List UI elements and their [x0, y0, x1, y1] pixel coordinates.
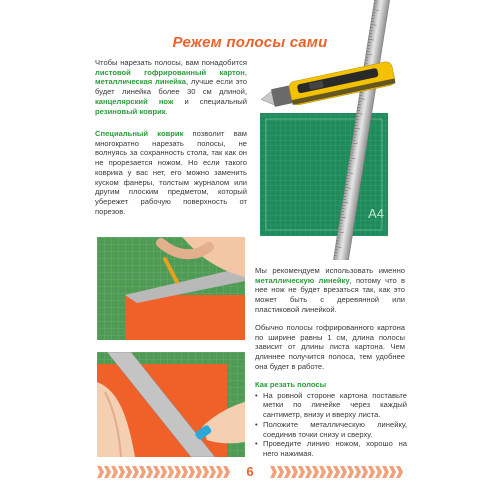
howto-step: • На ровной стороне картона поставьте метки по линейке через каждый сантиметр, внизу и вверху листа. — [255, 391, 407, 420]
material-ruler: металлическая линейка — [95, 77, 186, 87]
howto-steps — [255, 391, 407, 459]
intro-text-1: Чтобы нарезать полосы, вам понадобится — [95, 58, 247, 67]
strip-width-paragraph — [255, 323, 405, 372]
material-cardboard: листовой гофрированный картон — [95, 67, 245, 77]
intro-paragraph — [95, 58, 247, 116]
mat-paragraph — [95, 129, 247, 216]
intro-text-4: и специальный — [173, 96, 247, 106]
ruler-paragraph — [255, 266, 405, 315]
utility-knife — [259, 61, 396, 113]
mat-highlight: Специальный коврик — [95, 129, 184, 138]
mat-label: A4 — [368, 206, 384, 221]
intro-text-5: . — [165, 106, 168, 116]
ruler-text-1: Мы рекомендуем использовать именно — [255, 266, 405, 275]
intro-text-3: , лучше если это будет линейка более 30 см длиной, — [95, 77, 247, 97]
page-number: 6 — [246, 464, 254, 479]
tools-illustration — [250, 0, 400, 260]
material-mat: резиновый коврик — [95, 106, 166, 116]
page-title: Режем полосы сами — [172, 34, 328, 51]
intro-text-2: , — [244, 67, 247, 77]
photo-cutting-strip — [97, 352, 245, 457]
photo-marking-cardboard — [97, 237, 245, 340]
ruler-text-2: , потому что в нее нож не будет врезаться так, как это может быть с деревянной или пластиковой линейкой. — [255, 275, 405, 314]
howto-step: • Проведите линию ножом, хорошо на него нажимая. — [255, 439, 407, 458]
strip-width-text: Обычно полосы гофрированного картона по ширине равны 1 см, длина полосы зависит от длины листа картона. Чем длиннее получится полоса, тем удобнее она будет в работе. — [255, 323, 405, 371]
ruler-highlight: металлическую линейку — [255, 275, 350, 285]
material-knife: канцелярский нож — [95, 96, 174, 106]
howto-heading: Как резать полосы — [255, 380, 327, 389]
howto-section — [255, 380, 407, 459]
mat-text: позволит вам многократно нарезать полосы, не волнуясь за сохранность стола, так как он не прорезается ножом. Но если такого коврика у вас нет, его можно заменить куском фанеры, толстым журналом или другим плоским предметом, который убережет рабочую поверхность от порезов. — [95, 129, 247, 216]
howto-step: • Положите металлическую линейку, соединив точки снизу и сверху. — [255, 420, 407, 439]
